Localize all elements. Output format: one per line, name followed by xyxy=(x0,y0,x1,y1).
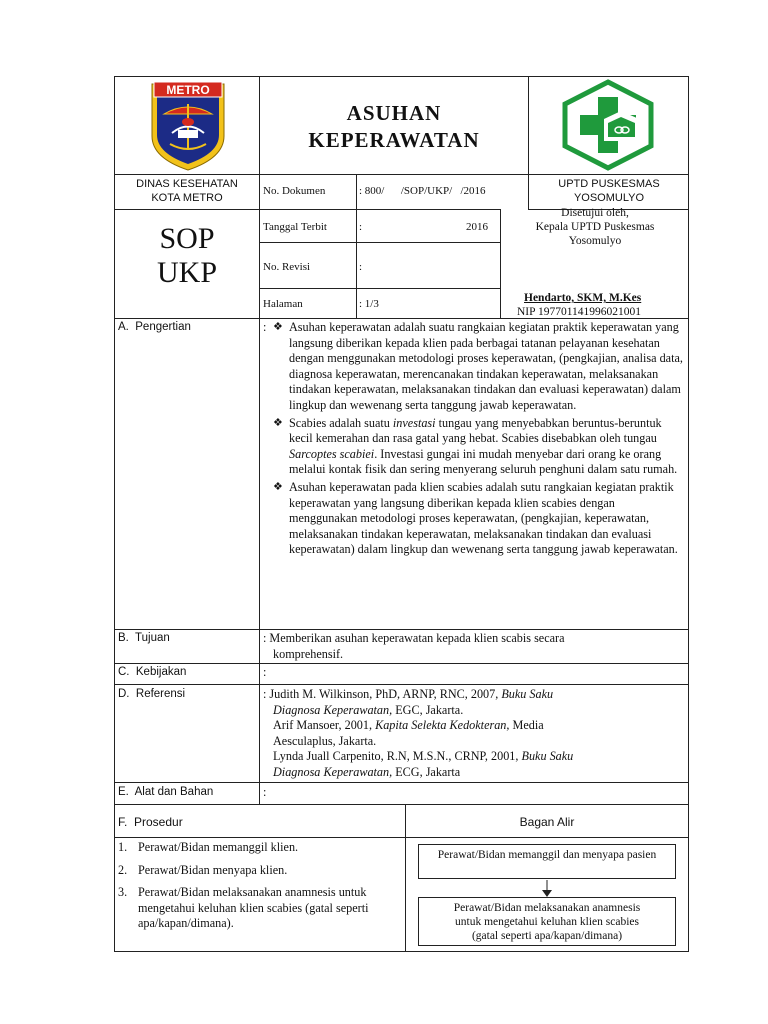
flow-box-2: Perawat/Bidan melaksanakan anamnesis untuk mengetahui keluhan klien scabies (gatal seperti apa/kapan/dimana) xyxy=(418,897,676,946)
dinas-name-line1: DINAS KESEHATAN xyxy=(136,178,238,190)
referensi-list xyxy=(263,687,685,781)
table-border-left xyxy=(114,76,115,952)
pengertian-bullet-2: ❖ Scabies adalah suatu investasi tungau yang menyebabkan beruntus-beruntuk kecil kemerahan dan rasa gatal yang hebat. Scabies disebabkan oleh tungau Sarcoptes scabiei. Investasi gungai ini mudah menyebar dari orang ke orang melalui kontak fisik dan sering menyerang seluruh penghuni dalam satu rumah. xyxy=(273,415,678,477)
sop-label: SOP xyxy=(159,222,215,255)
approval-line1: Disetujui oleh, xyxy=(561,207,629,219)
ref-2-line1: Arif Mansoer, 2001, Kapita Selekta Kedokteran, Media xyxy=(273,718,544,733)
procedure-step-3: 3. Perawat/Bidan melaksanakan anamnesis untuk mengetahui keluhan klien scabies (gatal seperti apa/kapan/dimana). xyxy=(118,885,369,931)
ref-2-line2: Aesculaplus, Jakarta. xyxy=(273,733,377,748)
grid-line xyxy=(259,288,500,289)
bullet-diamond-icon: ❖ xyxy=(273,321,283,333)
grid-line xyxy=(114,804,689,805)
no-revisi-value: : xyxy=(359,261,363,273)
halaman-label: Halaman xyxy=(263,298,303,310)
tujuan-text: : Memberikan asuhan keperawatan kepada klien scabis secara xyxy=(263,631,565,645)
flow-arrow xyxy=(539,880,555,898)
tujuan-label: B. Tujuan xyxy=(118,632,170,644)
tujuan-text-cont: komprehensif. xyxy=(273,646,344,661)
signer-name: Hendarto, SKM, M.Kes xyxy=(524,292,642,304)
metro-logo-text: METRO xyxy=(166,83,210,97)
flow-box-1: Perawat/Bidan memanggil dan menyapa pasien xyxy=(418,844,676,879)
tanggal-terbit-colon: : xyxy=(359,221,363,233)
alat-label: E. Alat dan Bahan xyxy=(118,786,214,798)
grid-line xyxy=(114,837,689,838)
no-dokumen-value: : 800/ /SOP/UKP/ /2016 xyxy=(359,185,486,197)
grid-line xyxy=(259,242,500,243)
prosedur-label: F. Prosedur xyxy=(118,815,183,829)
grid-line xyxy=(114,663,689,664)
approval-line2: Kepala UPTD Puskesmas xyxy=(535,221,655,233)
ref-3-line1: Lynda Juall Carpenito, R.N, M.S.N., CRNP, 2001, Buku Saku xyxy=(273,749,574,764)
puskesmas-logo xyxy=(559,79,657,171)
pengertian-label: A. Pengertian xyxy=(118,321,191,333)
uptd-name-line1: UPTD PUSKESMAS xyxy=(558,178,660,190)
grid-line xyxy=(114,684,689,685)
ref-3-line2: Diagnosa Keperawatan, ECG, Jakarta xyxy=(273,764,461,779)
uptd-name-line2: YOSOMULYO xyxy=(573,192,645,204)
grid-line xyxy=(356,174,357,319)
signer-nip: NIP 197701141996021001 xyxy=(517,306,642,318)
pengertian-bullet-3: ❖ Asuhan keperawatan pada klien scabies adalah sutu rangkaian kegiatan praktik keperawatan yang langsung diberikan kepada klien scabies dengan menggunakan metodologi proses keperawatan, (pengkajian, keperawatan, melaksanakan tindakan keperawatan, melaksanakan tindakan dan evaluasi keperawatan) dalam lingkup dan wewenang serta tanggung jawab keperawatan. xyxy=(273,479,678,557)
ref-1-line1: : Judith M. Wilkinson, PhD, ARNP, RNC, 2007, Buku Saku xyxy=(263,687,554,701)
tanggal-terbit-value: 2016 xyxy=(466,221,488,233)
no-dokumen-label: No. Dokumen xyxy=(263,185,326,197)
metro-crest-logo xyxy=(142,78,234,172)
grid-line xyxy=(114,629,689,630)
grid-line xyxy=(114,209,500,210)
kebijakan-label: C. Kebijakan xyxy=(118,666,187,678)
grid-line xyxy=(259,318,260,805)
pengertian-body xyxy=(273,320,685,558)
tanggal-terbit-label: Tanggal Terbit xyxy=(263,221,327,233)
table-border-top xyxy=(114,76,689,77)
approval-line3: Yosomulyo xyxy=(568,235,622,247)
ref-1-line2: Diagnosa Keperawatan, EGC, Jakarta. xyxy=(273,702,464,717)
kebijakan-value: : xyxy=(263,665,267,679)
grid-line xyxy=(114,174,689,175)
referensi-label: D. Referensi xyxy=(118,688,186,700)
pengertian-colon: : xyxy=(263,320,267,334)
table-border-bottom xyxy=(114,951,689,952)
no-revisi-label: No. Revisi xyxy=(263,261,311,273)
halaman-value: : 1/3 xyxy=(359,298,379,310)
pengertian-bullet-1: ❖ Asuhan keperawatan adalah suatu rangkaian kegiatan praktik keperawatan yang langsung diberikan kepada klien pada berbagai tatanan pelayanan kesehatan dengan menggunakan metodologi proses keperawatan, (pengkajian, analisa data, diagnosa keperawatan, merencanakan tindakan keperawatan, melaksanakan tindakan keperawatan, melaksanakan tindakan dan evaluasi keperawatan) dalam lingkup dan wewenang serta tanggung jawab keperawatan. xyxy=(273,320,683,412)
document-title-line2: KEPERAWATAN xyxy=(308,128,480,152)
procedure-list xyxy=(118,840,402,932)
procedure-step-2: 2. Perawat/Bidan menyapa klien. xyxy=(118,862,288,877)
dinas-name-line2: KOTA METRO xyxy=(151,192,223,204)
bullet-diamond-icon: ❖ xyxy=(273,416,283,429)
procedure-step-1: 1. Perawat/Bidan memanggil klien. xyxy=(118,840,299,854)
document-title-line1: ASUHAN xyxy=(346,101,442,125)
alat-value: : xyxy=(263,785,267,799)
grid-line xyxy=(114,782,689,783)
bullet-diamond-icon: ❖ xyxy=(273,480,283,493)
ukp-label: UKP xyxy=(156,256,217,289)
bagan-alir-label: Bagan Alir xyxy=(519,815,575,829)
